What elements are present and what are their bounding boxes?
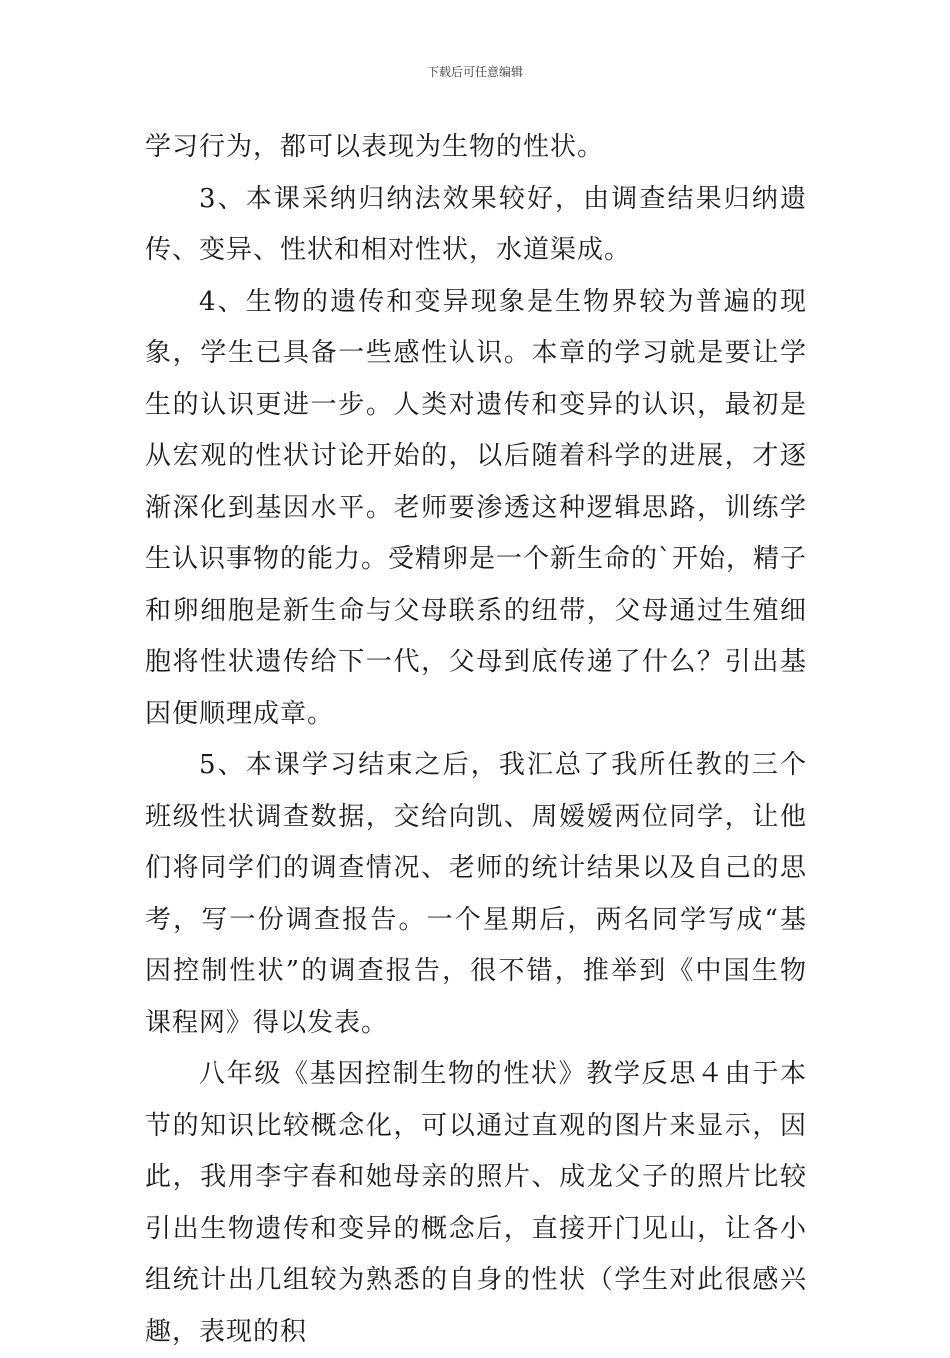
paragraph-5: 八年级《基因控制生物的性状》教学反思４由于本节的知识比较概念化，可以通过直观的图片来显示，因此，我用李宇春和她母亲的照片、成龙父子的照片比较引出生物遗传和变异的概念后，直接开门见山，让各小组统计出几组较为熟悉的自身的性状（学生对此很感兴趣，表现的积 — [145, 1059, 807, 1347]
paragraph-3: 4、生物的遗传和变异现象是生物界较为普遍的现象，学生已具备一些感性认识。本章的学习就是要让学生的认识更进一步。人类对遗传和变异的认识，最初是从宏观的性状讨论开始的，以后随着科学的进展，才逐渐深化到基因水平。老师要渗透这种逻辑思路，训练学生认识事物的能力。受精卵是一个新生命的`开始，精子和卵细胞是新生命与父母联系的纽带，父母通过生殖细胞将性状遗传给下一代，父母到底传递了什么？引出基因便顺理成章。 — [145, 286, 808, 729]
paragraph-1: 学习行为，都可以表现为生物的性状。 — [145, 132, 605, 162]
page-header: 下载后可任意编辑 — [426, 65, 523, 79]
paragraph-4: 5、本课学习结束之后，我汇总了我所任教的三个班级性状调查数据，交给向凯、周嫒嫒两位同学，让他们将同学们的调查情况、老师的统计结果以及自己的思考，写一份调查报告。一个星期后，两名同学写成“基因控制性状”的调查报告，很不错，推举到《中国生物课程网》得以发表。 — [145, 750, 807, 1038]
paragraph-2: 3、本课采纳归纳法效果较好，由调查结果归纳遗传、变异、性状和相对性状，水道渠成。 — [145, 183, 807, 265]
document-body — [145, 122, 807, 1358]
